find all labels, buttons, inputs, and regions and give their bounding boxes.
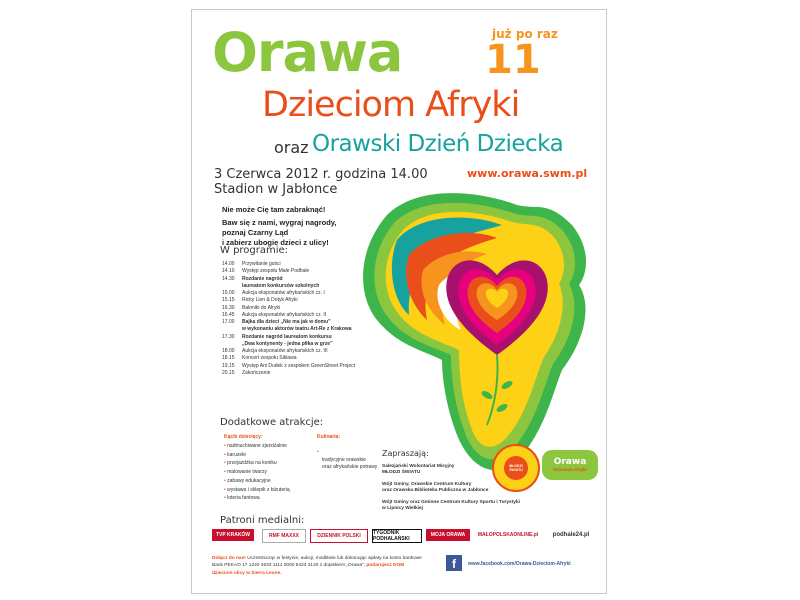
program-row [222,363,422,370]
program-event: Ricky Lion & Dotyk Afryki [242,297,298,304]
facebook-link[interactable]: www.facebook.com/Orawa-Dzieciom-Afryki [468,561,571,567]
intro-line: Baw się z nami, wygraj nagrody, [222,218,337,228]
program-event: Aukcja eksponatów afrykańskich cz. III [242,348,328,354]
kids-corner-heading: Kącik dziecięcy: [224,434,263,440]
patron-logo-malopolska: MAŁOPOLSKAONLINE.pl [476,529,540,541]
patron-logo-dziennik: DZIENNIK POLSKI [310,529,368,543]
bullet-icon: • [317,449,319,456]
program-time: 14.10 [222,268,235,275]
orawa-small-logo [542,450,598,480]
edition-prefix: już po raz [492,27,558,41]
program-time: 18.15 [222,355,235,362]
poster-title-line2: Dzieciom Afryki [262,85,520,125]
donation-note [212,555,422,577]
program-list [222,261,422,377]
program-row [222,290,422,297]
program-event: Zakończenie [242,369,271,376]
program-event: Rozdanie nagród laureatom konkursów szkolnych [242,275,320,289]
program-time: 14.00 [222,261,235,267]
program-event: Bajka dla dzieci „Nie ma jak w domu” w wykonaniu aktorów teatru Art-Re z Krakowa [242,319,352,333]
food-item [317,442,377,472]
food-item-text: tradycyjne orawskie oraz afrykańskie potrawy [322,456,378,471]
facebook-icon[interactable]: f [446,555,462,571]
kids-corner-list [224,433,290,503]
program-time: 15.00 [222,290,235,296]
patron-logo-rmf: RMF MAXXX [262,529,306,543]
program-row [222,297,422,304]
program-time: 20.15 [222,369,235,376]
donation-lead: Dołącz do nas! [212,556,246,561]
attractions-heading: Dodatkowe atrakcje: [220,417,324,428]
program-event: Przywitanie gości [242,261,281,267]
event-place: Stadion w Jabłonce [214,182,338,197]
program-event: Aukcja eksponatów afrykańskich cz. II [242,311,327,318]
food-heading: Kulinaria: [317,434,341,440]
program-row [222,261,422,268]
intro-line: Nie może Cię tam zabraknąć! [222,205,326,214]
mlodzi-swiatu-logo-text: MŁODZI ŚWIATU [504,456,528,480]
donation-highlight: podarujesz DOM dzieciom ulicy w Sierra Leone. [212,563,405,576]
program-event: Koncert zespołu Siklawa [242,355,297,362]
program-row [222,312,422,319]
program-time: 18.00 [222,348,235,354]
program-row [222,276,422,291]
program-row [222,348,422,355]
program-row [222,355,422,362]
program-time: 16.30 [222,304,235,311]
patron-logo-podhale24: podhale24.pl [546,529,596,541]
list-item: • przejażdżka na koniku [224,459,290,468]
list-item: • karuzele [224,451,290,460]
mlodzi-swiatu-logo [492,444,540,492]
donation-body: Uczestnicząc w festynie, aukcji, modlitwie lub dokonując wpłaty na konto bankowe Bank PEKAO 17 1240 4533 1111 0000 5423 3120 z dopiskiem „Orawa”, [212,556,422,569]
poster-subtitle: Orawski Dzień Dziecka [312,131,564,157]
program-event: Baloniki do Afryki [242,304,281,311]
list-item: • malowanie twarzy [224,468,290,477]
connector-word: oraz [274,138,309,157]
organizer-item: Wójt Gminy, Orawskie Centrum Kultury oraz Orawska Biblioteka Publiczna w Jabłonce [382,481,489,494]
website-link[interactable]: www.orawa.swm.pl [467,167,588,180]
program-event: Rozdanie nagród laureatom konkursu „Dwa kontynenty - jedna piłka w grze” [242,333,333,347]
program-row [222,305,422,312]
edition-number: 11 [485,37,541,83]
patrons-heading: Patroni medialni: [220,515,305,526]
list-item: • wystawa i sklepik z biżuterią [224,486,290,495]
program-time: 17.00 [222,319,235,325]
organizer-item: Wójt Gminy oraz Gminne Centrum Kultury Sportu i Turystyki w Lipnicy Wielkiej [382,499,520,512]
program-row [222,319,422,334]
patron-logos [212,529,597,543]
program-heading: W programie: [220,245,289,256]
program-row [222,370,422,377]
program-time: 15.15 [222,297,235,304]
event-date: 3 Czerwca 2012 r. godzina 14.00 [214,167,428,182]
patron-logo-tvp: TVP KRAKÓW [212,529,254,541]
organizers-heading: Zapraszają: [382,449,429,458]
intro-line: i zabierz ubogie dzieci z ulicy! [222,238,329,248]
event-poster [191,9,607,594]
program-row [222,334,422,349]
program-row [222,268,422,275]
intro-line: poznaj Czarny Ląd [222,228,289,238]
organizer-item: Salezjański Wolontariat Misyjny MŁODZI ŚWIATU [382,464,455,476]
list-item: • zabawy edukacyjne [224,477,290,486]
poster-title: Orawa [212,21,403,84]
food-list [317,433,377,472]
small-logo-title: Orawa [553,457,587,467]
program-event: Występ zespołu Małe Podhale [242,268,310,275]
program-event: Występ Ani Dudek z zespołem GreenStreet Project [242,362,356,369]
patron-logo-tygodnik: TYGODNIK PODHALAŃSKI [372,529,422,543]
list-item: • loteria fantowa [224,494,290,503]
program-event: Aukcja eksponatów afrykańskich cz. I [242,290,325,296]
program-time: 16.45 [222,311,235,318]
program-time: 19.15 [222,362,235,369]
program-time: 17.30 [222,333,235,340]
program-time: 14.30 [222,275,235,282]
patron-logo-moja-orawa: MOJA ORAWA [426,529,470,541]
small-logo-sub: Dzieciom Afryki [553,467,587,472]
list-item: • nadmuchiwane zjeżdżalnie [224,442,290,451]
